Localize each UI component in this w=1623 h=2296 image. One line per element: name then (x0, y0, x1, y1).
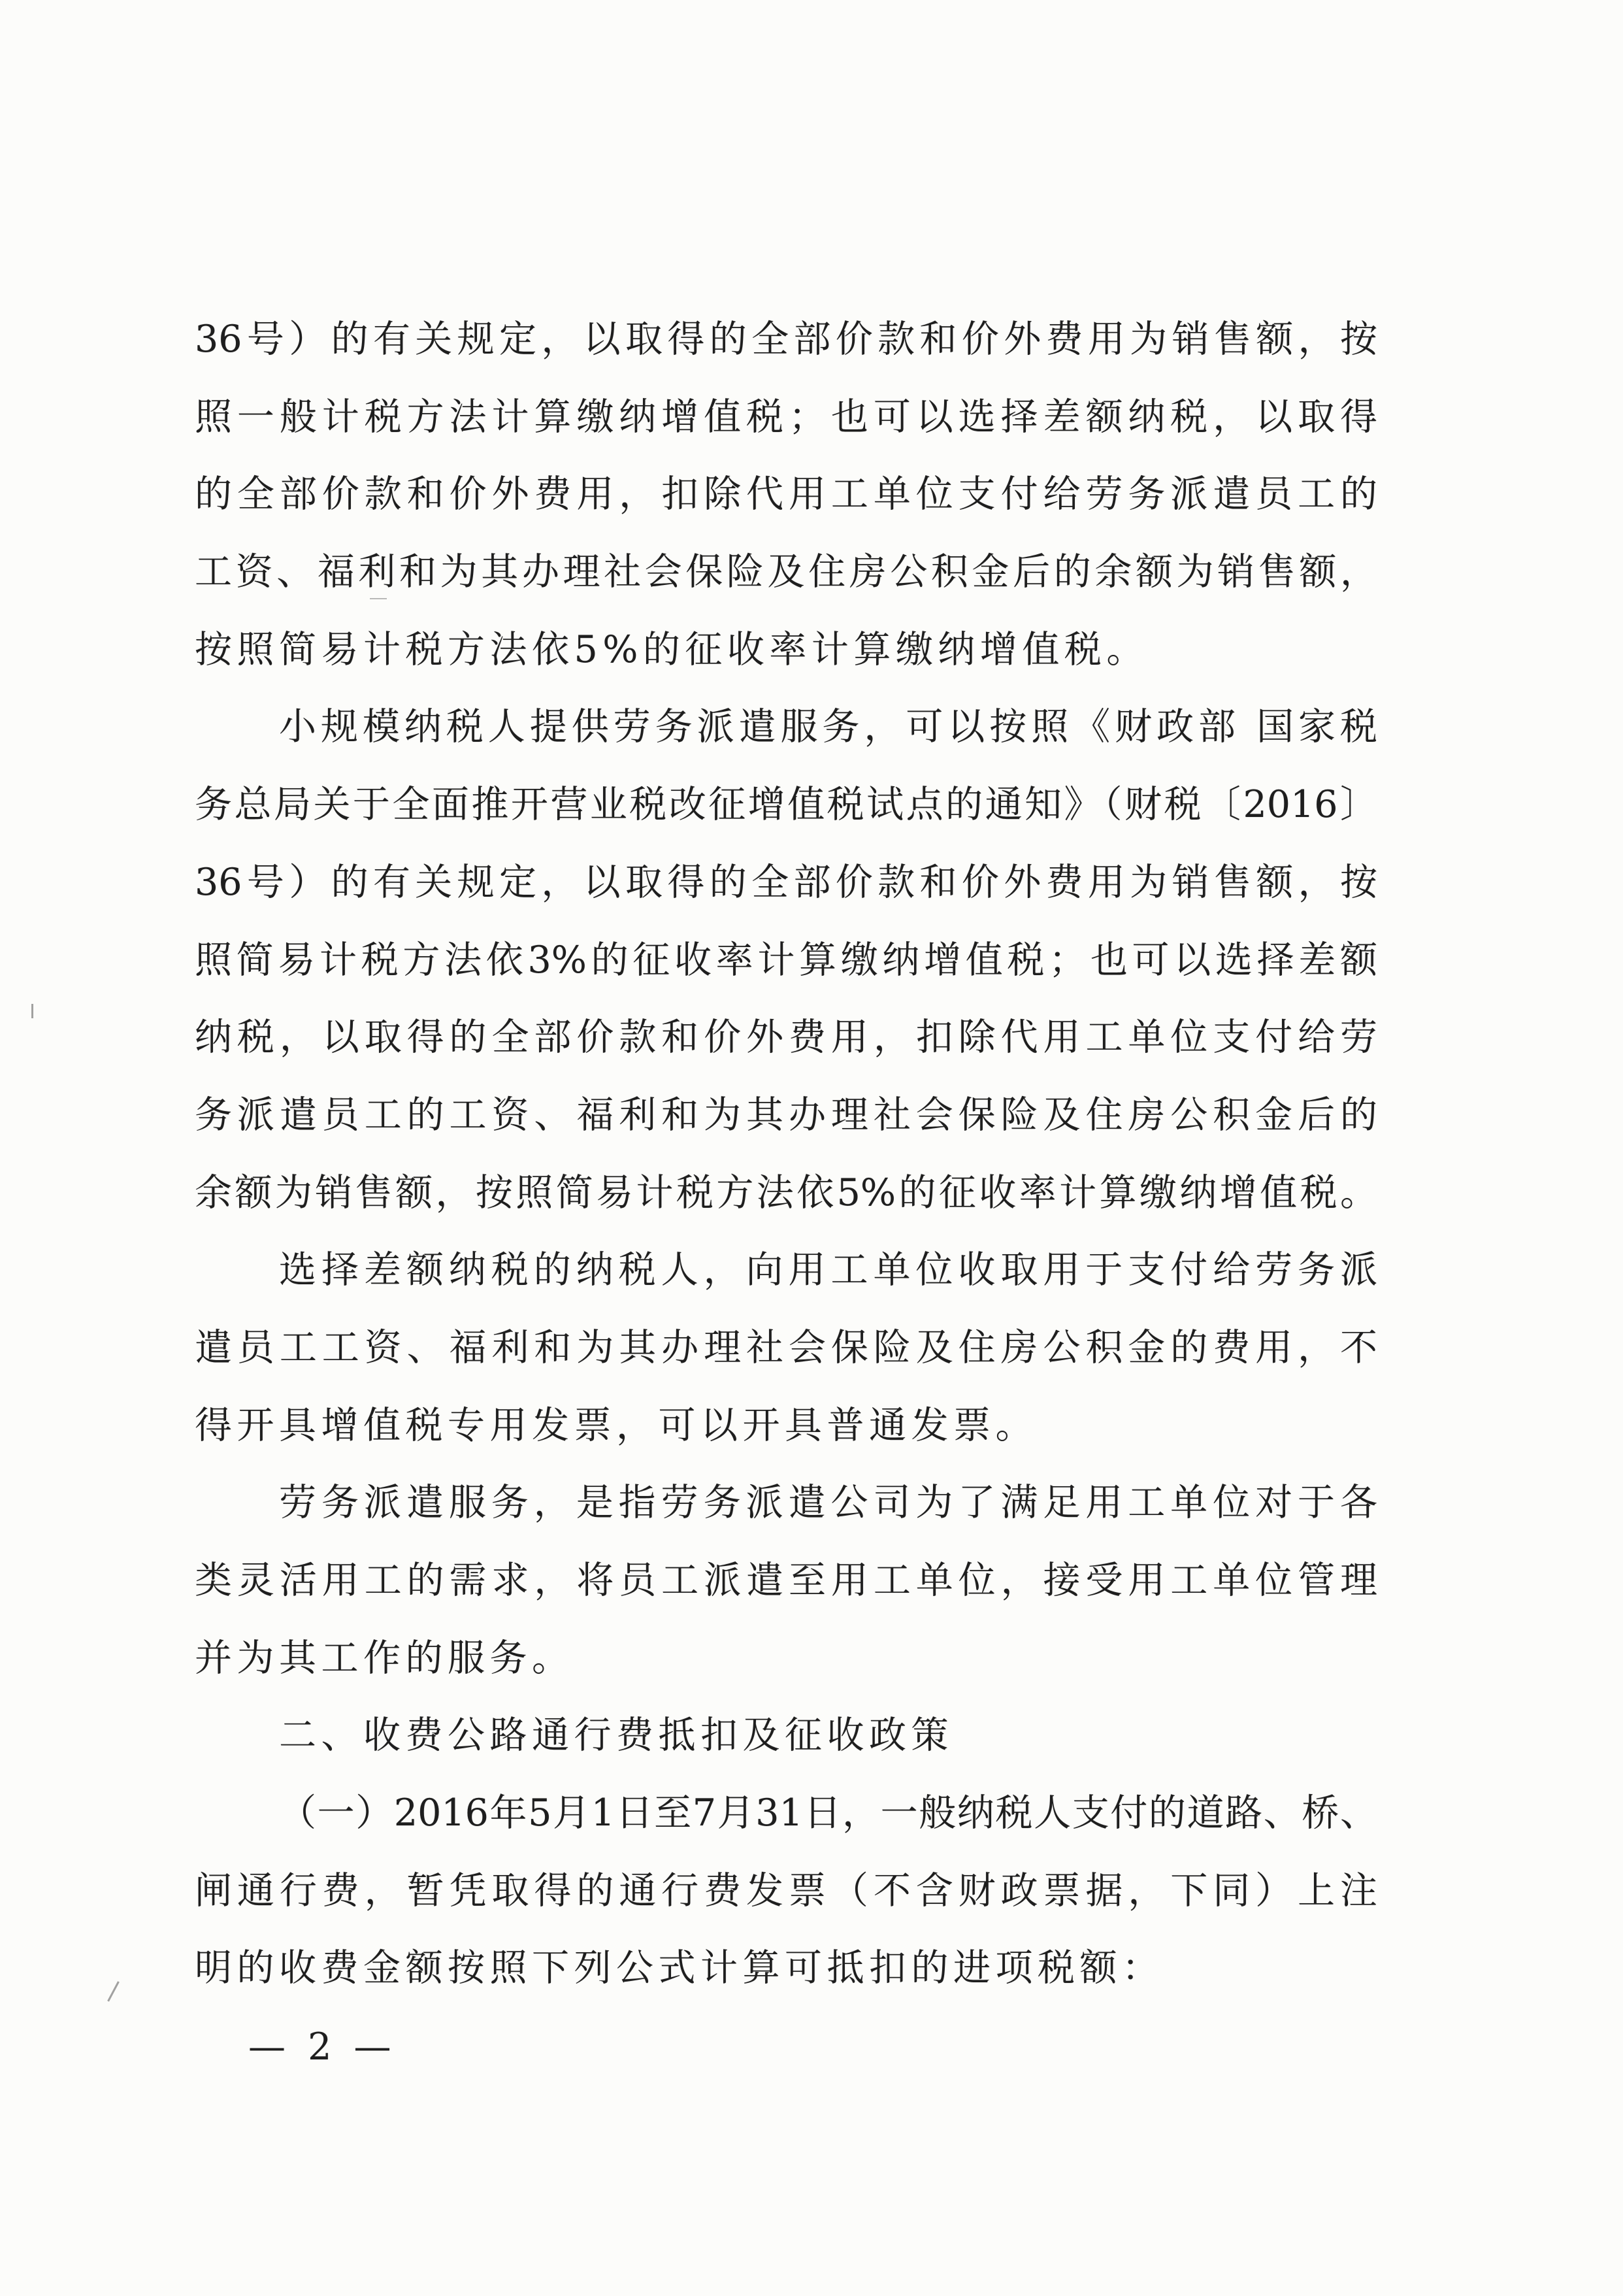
text-line: 按照简易计税方法依5%的征收率计算缴纳增值税。 (195, 627, 1149, 671)
text-line: 36号）的有关规定，以取得的全部价款和价外费用为销售额，按 (195, 318, 1377, 361)
text-line: 闸通行费，暂凭取得的通行费发票（不含财政票据，下同）上注 (195, 1869, 1377, 1912)
body-text (195, 301, 1377, 2007)
paragraph-continued (195, 301, 1377, 688)
text-line: 36号）的有关规定，以取得的全部价款和价外费用为销售额，按 (195, 860, 1377, 904)
scan-mark (107, 1981, 120, 2001)
text-line: 务派遣员工的工资、福利和为其办理社会保险及住房公积金后的 (195, 1093, 1377, 1137)
text-line: 类灵活用工的需求，将员工派遣至用工单位，接受用工单位管理 (195, 1559, 1377, 1602)
text-line: 并为其工作的服务。 (195, 1636, 574, 1680)
paragraph (195, 1231, 1377, 1464)
paragraph (195, 1774, 1377, 2007)
text-line: 遣员工工资、福利和为其办理社会保险及住房公积金的费用，不 (195, 1325, 1377, 1369)
text-line: 余额为销售额，按照简易计税方法依5%的征收率计算缴纳增值税。 (195, 1171, 1377, 1214)
text-line: 得开具增值税专用发票，可以开具普通发票。 (195, 1403, 1038, 1447)
text-line: 务总局关于全面推开营业税改征增值税试点的通知》（财税〔2016〕 (195, 783, 1377, 827)
paragraph (195, 688, 1377, 1231)
scan-mark (31, 1004, 33, 1018)
text-line: 纳税，以取得的全部价款和价外费用，扣除代用工单位支付给劳 (195, 1016, 1377, 1059)
text-line: 工资、福利和为其办理社会保险及住房公积金后的余额为销售额， (195, 550, 1377, 594)
text-line: 劳务派遣服务，是指劳务派遣公司为了满足用工单位对于各 (279, 1481, 1377, 1525)
text-line: 照一般计税方法计算缴纳增值税；也可以选择差额纳税，以取得 (195, 395, 1377, 439)
text-line: （一）2016年5月1日至7月31日，一般纳税人支付的道路、桥、 (279, 1791, 1377, 1835)
page-number: — 2 — (248, 2025, 397, 2069)
text-line: 明的收费金额按照下列公式计算可抵扣的进项税额： (195, 1946, 1164, 1990)
text-line: 小规模纳税人提供劳务派遣服务，可以按照《财政部 国家税 (279, 705, 1377, 749)
section-heading (195, 1697, 1377, 1774)
heading-line: 二、收费公路通行费抵扣及征收政策 (279, 1714, 953, 1757)
text-line: 照简易计税方法依3%的征收率计算缴纳增值税；也可以选择差额 (195, 938, 1377, 982)
paragraph (195, 1464, 1377, 1697)
text-line: 选择差额纳税的纳税人，向用工单位收取用于支付给劳务派 (279, 1248, 1377, 1292)
text-line: 的全部价款和价外费用，扣除代用工单位支付给劳务派遣员工的 (195, 473, 1377, 516)
